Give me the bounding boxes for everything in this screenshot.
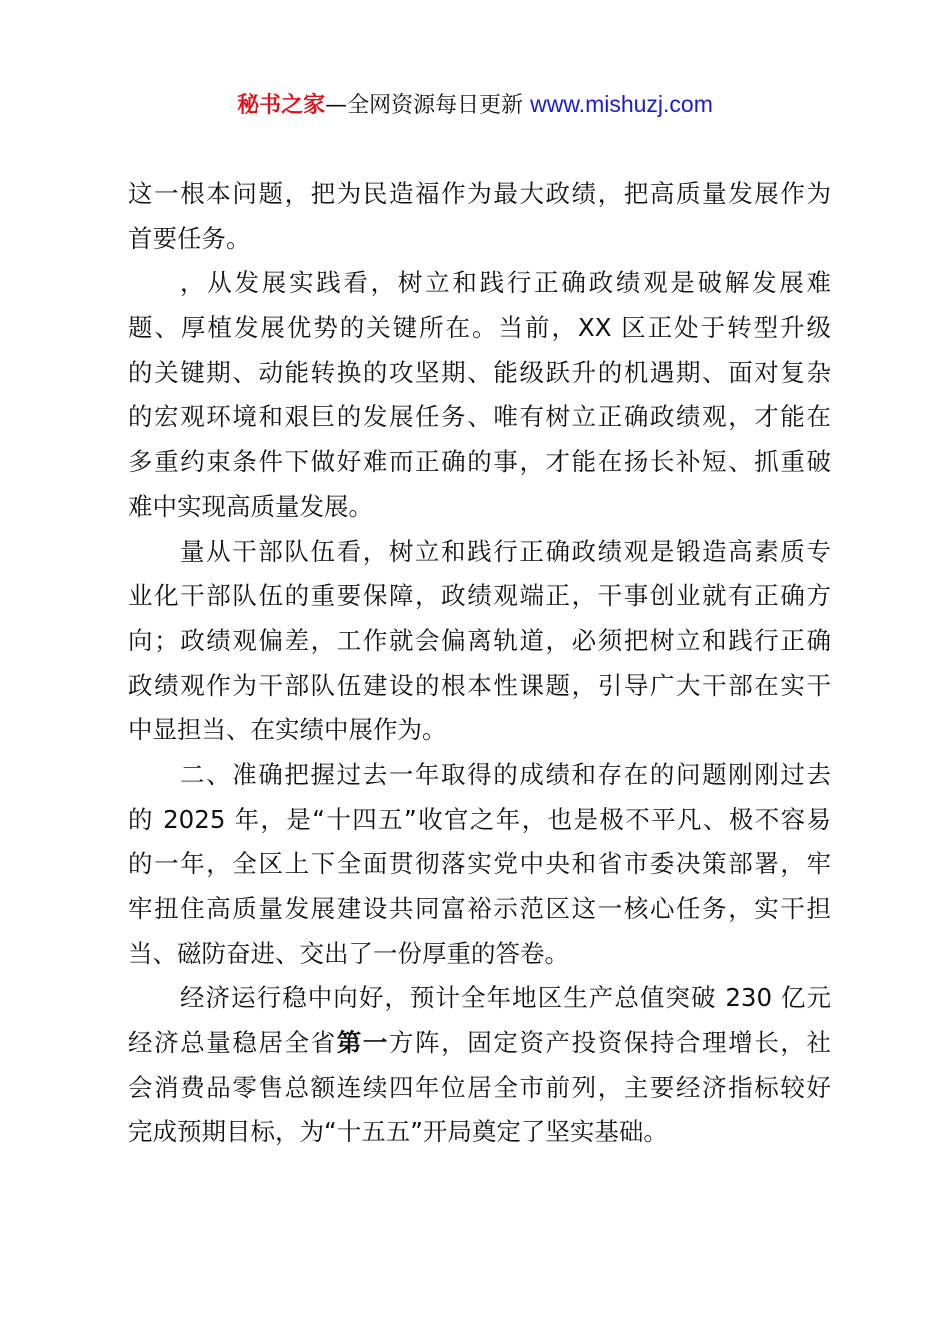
site-header xyxy=(0,88,950,119)
text-line: 的宏观环境和艰巨的发展任务、唯有树立正确政绩观，才能在 xyxy=(128,402,831,432)
text-line: 题、厚植发展优势的关键所在。当前，XX 区正处于转型升级 xyxy=(128,313,831,343)
text-line: 当、磁防奋进、交出了一份厚重的答卷。 xyxy=(128,938,569,968)
text-line: 中显担当、在实绩中展作为。 xyxy=(128,715,447,745)
text-line: 多重约束条件下做好难而正确的事，才能在扬长补短、抓重破 xyxy=(128,447,831,477)
text-segment: 方阵，固定资产投资保持合理增长，社 xyxy=(388,1028,832,1058)
text-line: 会消费品零售总额连续四年位居全市前列，主要经济指标较好 xyxy=(128,1072,831,1102)
text-line: 难中实现高质量发展。 xyxy=(128,491,373,521)
text-line: 牢扭住高质量发展建设共同富裕示范区这一核心任务，实干担 xyxy=(128,894,831,923)
text-line: 这一根本问题，把为民造福作为最大政绩，把高质量发展作为 xyxy=(128,179,831,208)
bold-text: 第一 xyxy=(336,1028,389,1058)
text-line: 经济运行稳中向好，预计全年地区生产总值突破 230 亿元 xyxy=(180,983,831,1013)
document-body xyxy=(128,176,831,1159)
text-line: 的关键期、动能转换的攻坚期、能级跃升的机遇期、面对复杂 xyxy=(128,357,831,387)
text-line: 业化干部队伍的重要保障，政绩观端正，干事创业就有正确方 xyxy=(128,581,831,611)
text-line: 完成预期目标，为“十五五”开局奠定了坚实基础。 xyxy=(128,1117,668,1147)
text-segment: 经济总量稳居全省 xyxy=(128,1028,337,1058)
tagline: —全网资源每日更新 xyxy=(325,93,531,118)
text-line: 的 2025 年，是“十四五”收官之年，也是极不平凡、极不容易 xyxy=(128,804,831,834)
text-line: 首要任务。 xyxy=(128,223,251,253)
site-url-link[interactable]: www.mishuzj.com xyxy=(530,91,713,117)
text-line: 量从干部队伍看，树立和践行正确政绩观是锻造高素质专 xyxy=(180,536,831,566)
text-line: ，从发展实践看，树立和践行正确政绩观是破解发展难 xyxy=(180,268,831,298)
section-heading-line: 二、准确把握过去一年取得的成绩和存在的问题刚刚过去 xyxy=(180,759,831,789)
brand-name: 秘书之家 xyxy=(237,93,326,118)
text-line: 政绩观作为干部队伍建设的根本性课题，引导广大干部在实干 xyxy=(128,670,831,700)
text-line: 的一年，全区上下全面贯彻落实党中央和省市委决策部署，牢 xyxy=(128,849,831,879)
text-line: 向；政绩观偏差，工作就会偏离轨道，必须把树立和践行正确 xyxy=(128,625,831,655)
text-line xyxy=(128,1025,831,1070)
